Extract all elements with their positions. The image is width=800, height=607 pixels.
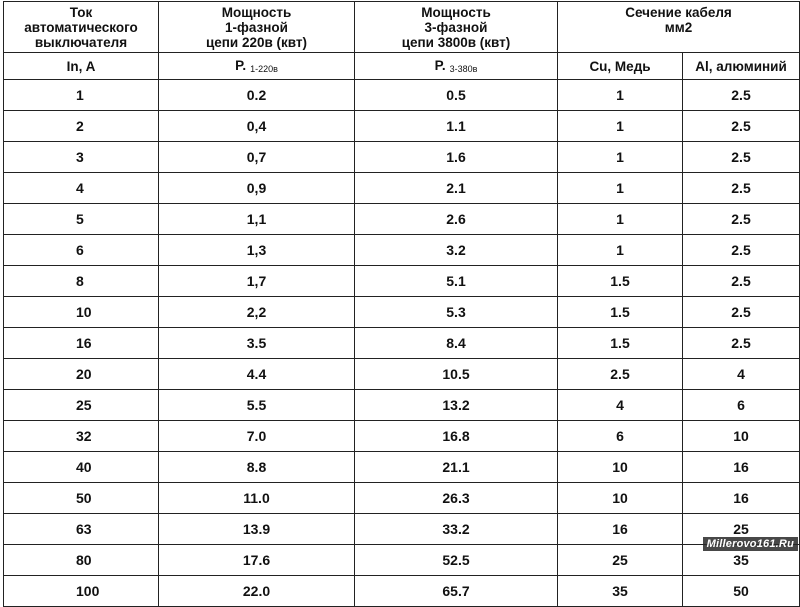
cell-breaker-current: 40: [4, 452, 159, 483]
cell-three-phase-power: 5.3: [355, 297, 558, 328]
cell-three-phase-power: 8.4: [355, 328, 558, 359]
cell-aluminum-section: 6: [683, 390, 800, 421]
table-row: [4, 483, 800, 514]
header-cable-section-line2: мм2: [664, 20, 693, 35]
cell-copper-section: 4: [558, 390, 683, 421]
table-row: [4, 328, 800, 359]
cell-copper-section: 1.5: [558, 297, 683, 328]
cell-copper-section: 35: [558, 576, 683, 607]
cell-three-phase-power: 13.2: [355, 390, 558, 421]
cell-single-phase-power: 17.6: [159, 545, 355, 576]
cell-breaker-current: 16: [4, 328, 159, 359]
cell-single-phase-power: 2,2: [159, 297, 355, 328]
cell-copper-section: 2.5: [558, 359, 683, 390]
cell-three-phase-power: 3.2: [355, 235, 558, 266]
table-body: [4, 80, 800, 607]
cell-three-phase-power: 52.5: [355, 545, 558, 576]
subheader-p-single-phase-sub: 1-220в: [250, 64, 278, 74]
subheader-in-a: In, A: [4, 53, 159, 80]
cell-single-phase-power: 3.5: [159, 328, 355, 359]
cable-breaker-table: [3, 1, 800, 607]
table-row: [4, 514, 800, 545]
table-row: [4, 80, 800, 111]
cell-copper-section: 1: [558, 80, 683, 111]
table-row: [4, 545, 800, 576]
cell-breaker-current: 10: [4, 297, 159, 328]
header-cable-section-line1: Сечение кабеля: [625, 5, 732, 20]
cell-single-phase-power: 1,1: [159, 204, 355, 235]
subheader-p-three-phase-main: P.: [434, 58, 446, 73]
cell-copper-section: 10: [558, 452, 683, 483]
cell-three-phase-power: 5.1: [355, 266, 558, 297]
cell-copper-section: 10: [558, 483, 683, 514]
cell-breaker-current: 8: [4, 266, 159, 297]
cell-breaker-current: 1: [4, 80, 159, 111]
cell-breaker-current: 50: [4, 483, 159, 514]
cell-aluminum-section: 16: [683, 452, 800, 483]
cell-single-phase-power: 1,3: [159, 235, 355, 266]
cell-aluminum-section: 2.5: [683, 204, 800, 235]
cell-breaker-current: 32: [4, 421, 159, 452]
cell-aluminum-section: 4: [683, 359, 800, 390]
cell-single-phase-power: 8.8: [159, 452, 355, 483]
cell-three-phase-power: 2.6: [355, 204, 558, 235]
cell-three-phase-power: 1.1: [355, 111, 558, 142]
cell-aluminum-section: 2.5: [683, 266, 800, 297]
cell-aluminum-section: 2.5: [683, 80, 800, 111]
header-three-phase-power-line1: Мощность: [421, 4, 491, 20]
table-row: [4, 576, 800, 607]
cell-three-phase-power: 1.6: [355, 142, 558, 173]
cell-single-phase-power: 0,7: [159, 142, 355, 173]
table-row: [4, 390, 800, 421]
cell-aluminum-section: 50: [683, 576, 800, 607]
cell-breaker-current: 4: [4, 173, 159, 204]
table-row: [4, 266, 800, 297]
header-three-phase-power-line2: 3-фазной: [424, 19, 488, 35]
cell-three-phase-power: 16.8: [355, 421, 558, 452]
cell-aluminum-section: 2.5: [683, 142, 800, 173]
table-row: [4, 111, 800, 142]
cell-single-phase-power: 0,4: [159, 111, 355, 142]
cell-aluminum-section: 2.5: [683, 111, 800, 142]
cell-copper-section: 16: [558, 514, 683, 545]
header-cable-section: [558, 2, 800, 53]
cell-breaker-current: 80: [4, 545, 159, 576]
cell-aluminum-section: 2.5: [683, 297, 800, 328]
cell-single-phase-power: 22.0: [159, 576, 355, 607]
header-single-phase-power: [159, 2, 355, 53]
cell-single-phase-power: 0.2: [159, 80, 355, 111]
cell-three-phase-power: 33.2: [355, 514, 558, 545]
subheader-p-three-phase-sub: 3-380в: [449, 64, 478, 74]
cell-copper-section: 1.5: [558, 328, 683, 359]
header-single-phase-power-line2: 1-фазной: [225, 19, 288, 35]
header-breaker-current-line3: выключателя: [34, 34, 128, 50]
cell-three-phase-power: 10.5: [355, 359, 558, 390]
site-watermark: Millerovo161.Ru: [703, 537, 798, 551]
header-single-phase-power-line3: цепи 220в (квт): [205, 34, 308, 50]
cell-single-phase-power: 5.5: [159, 390, 355, 421]
table-row: [4, 142, 800, 173]
cell-breaker-current: 2: [4, 111, 159, 142]
subheader-p-single-phase: [159, 53, 355, 80]
subheader-copper: Cu, Медь: [558, 53, 683, 80]
header-three-phase-power-line3: цепи 3800в (квт): [401, 34, 511, 50]
cell-single-phase-power: 11.0: [159, 483, 355, 514]
cell-breaker-current: 25: [4, 390, 159, 421]
cell-breaker-current: 63: [4, 514, 159, 545]
table-row: [4, 359, 800, 390]
subheader-p-three-phase: [355, 53, 558, 80]
cell-aluminum-section: 16: [683, 483, 800, 514]
cell-three-phase-power: 21.1: [355, 452, 558, 483]
table-row: [4, 297, 800, 328]
cell-copper-section: 1: [558, 235, 683, 266]
header-breaker-current-line1: Ток: [69, 4, 93, 20]
table-row: [4, 235, 800, 266]
cell-breaker-current: 3: [4, 142, 159, 173]
header-single-phase-power-line1: Мощность: [221, 4, 292, 20]
header-breaker-current-line2: автоматического: [24, 19, 138, 35]
table-row: [4, 421, 800, 452]
subheader-p-single-phase-main: P.: [235, 58, 247, 73]
table-row: [4, 173, 800, 204]
cell-aluminum-section: 35: [683, 545, 800, 576]
cell-breaker-current: 20: [4, 359, 159, 390]
cell-aluminum-section: 2.5: [683, 328, 800, 359]
cell-aluminum-section: 2.5: [683, 235, 800, 266]
subheader-aluminum: Al, алюминий: [683, 53, 800, 80]
cell-single-phase-power: 7.0: [159, 421, 355, 452]
cell-single-phase-power: 13.9: [159, 514, 355, 545]
cell-breaker-current: 5: [4, 204, 159, 235]
cell-breaker-current: 6: [4, 235, 159, 266]
cell-aluminum-section: 25: [683, 514, 800, 545]
cell-copper-section: 6: [558, 421, 683, 452]
cell-copper-section: 1.5: [558, 266, 683, 297]
cell-copper-section: 1: [558, 111, 683, 142]
cell-copper-section: 25: [558, 545, 683, 576]
cell-single-phase-power: 4.4: [159, 359, 355, 390]
cell-copper-section: 1: [558, 204, 683, 235]
cell-aluminum-section: 2.5: [683, 173, 800, 204]
cell-three-phase-power: 26.3: [355, 483, 558, 514]
cell-single-phase-power: 1,7: [159, 266, 355, 297]
header-three-phase-power: [355, 2, 558, 53]
cell-three-phase-power: 65.7: [355, 576, 558, 607]
cell-aluminum-section: 10: [683, 421, 800, 452]
table-row: [4, 204, 800, 235]
header-breaker-current: [4, 2, 159, 53]
cell-breaker-current: 100: [4, 576, 159, 607]
cell-single-phase-power: 0,9: [159, 173, 355, 204]
cell-three-phase-power: 2.1: [355, 173, 558, 204]
cell-copper-section: 1: [558, 142, 683, 173]
table-row: [4, 452, 800, 483]
cell-copper-section: 1: [558, 173, 683, 204]
cell-three-phase-power: 0.5: [355, 80, 558, 111]
